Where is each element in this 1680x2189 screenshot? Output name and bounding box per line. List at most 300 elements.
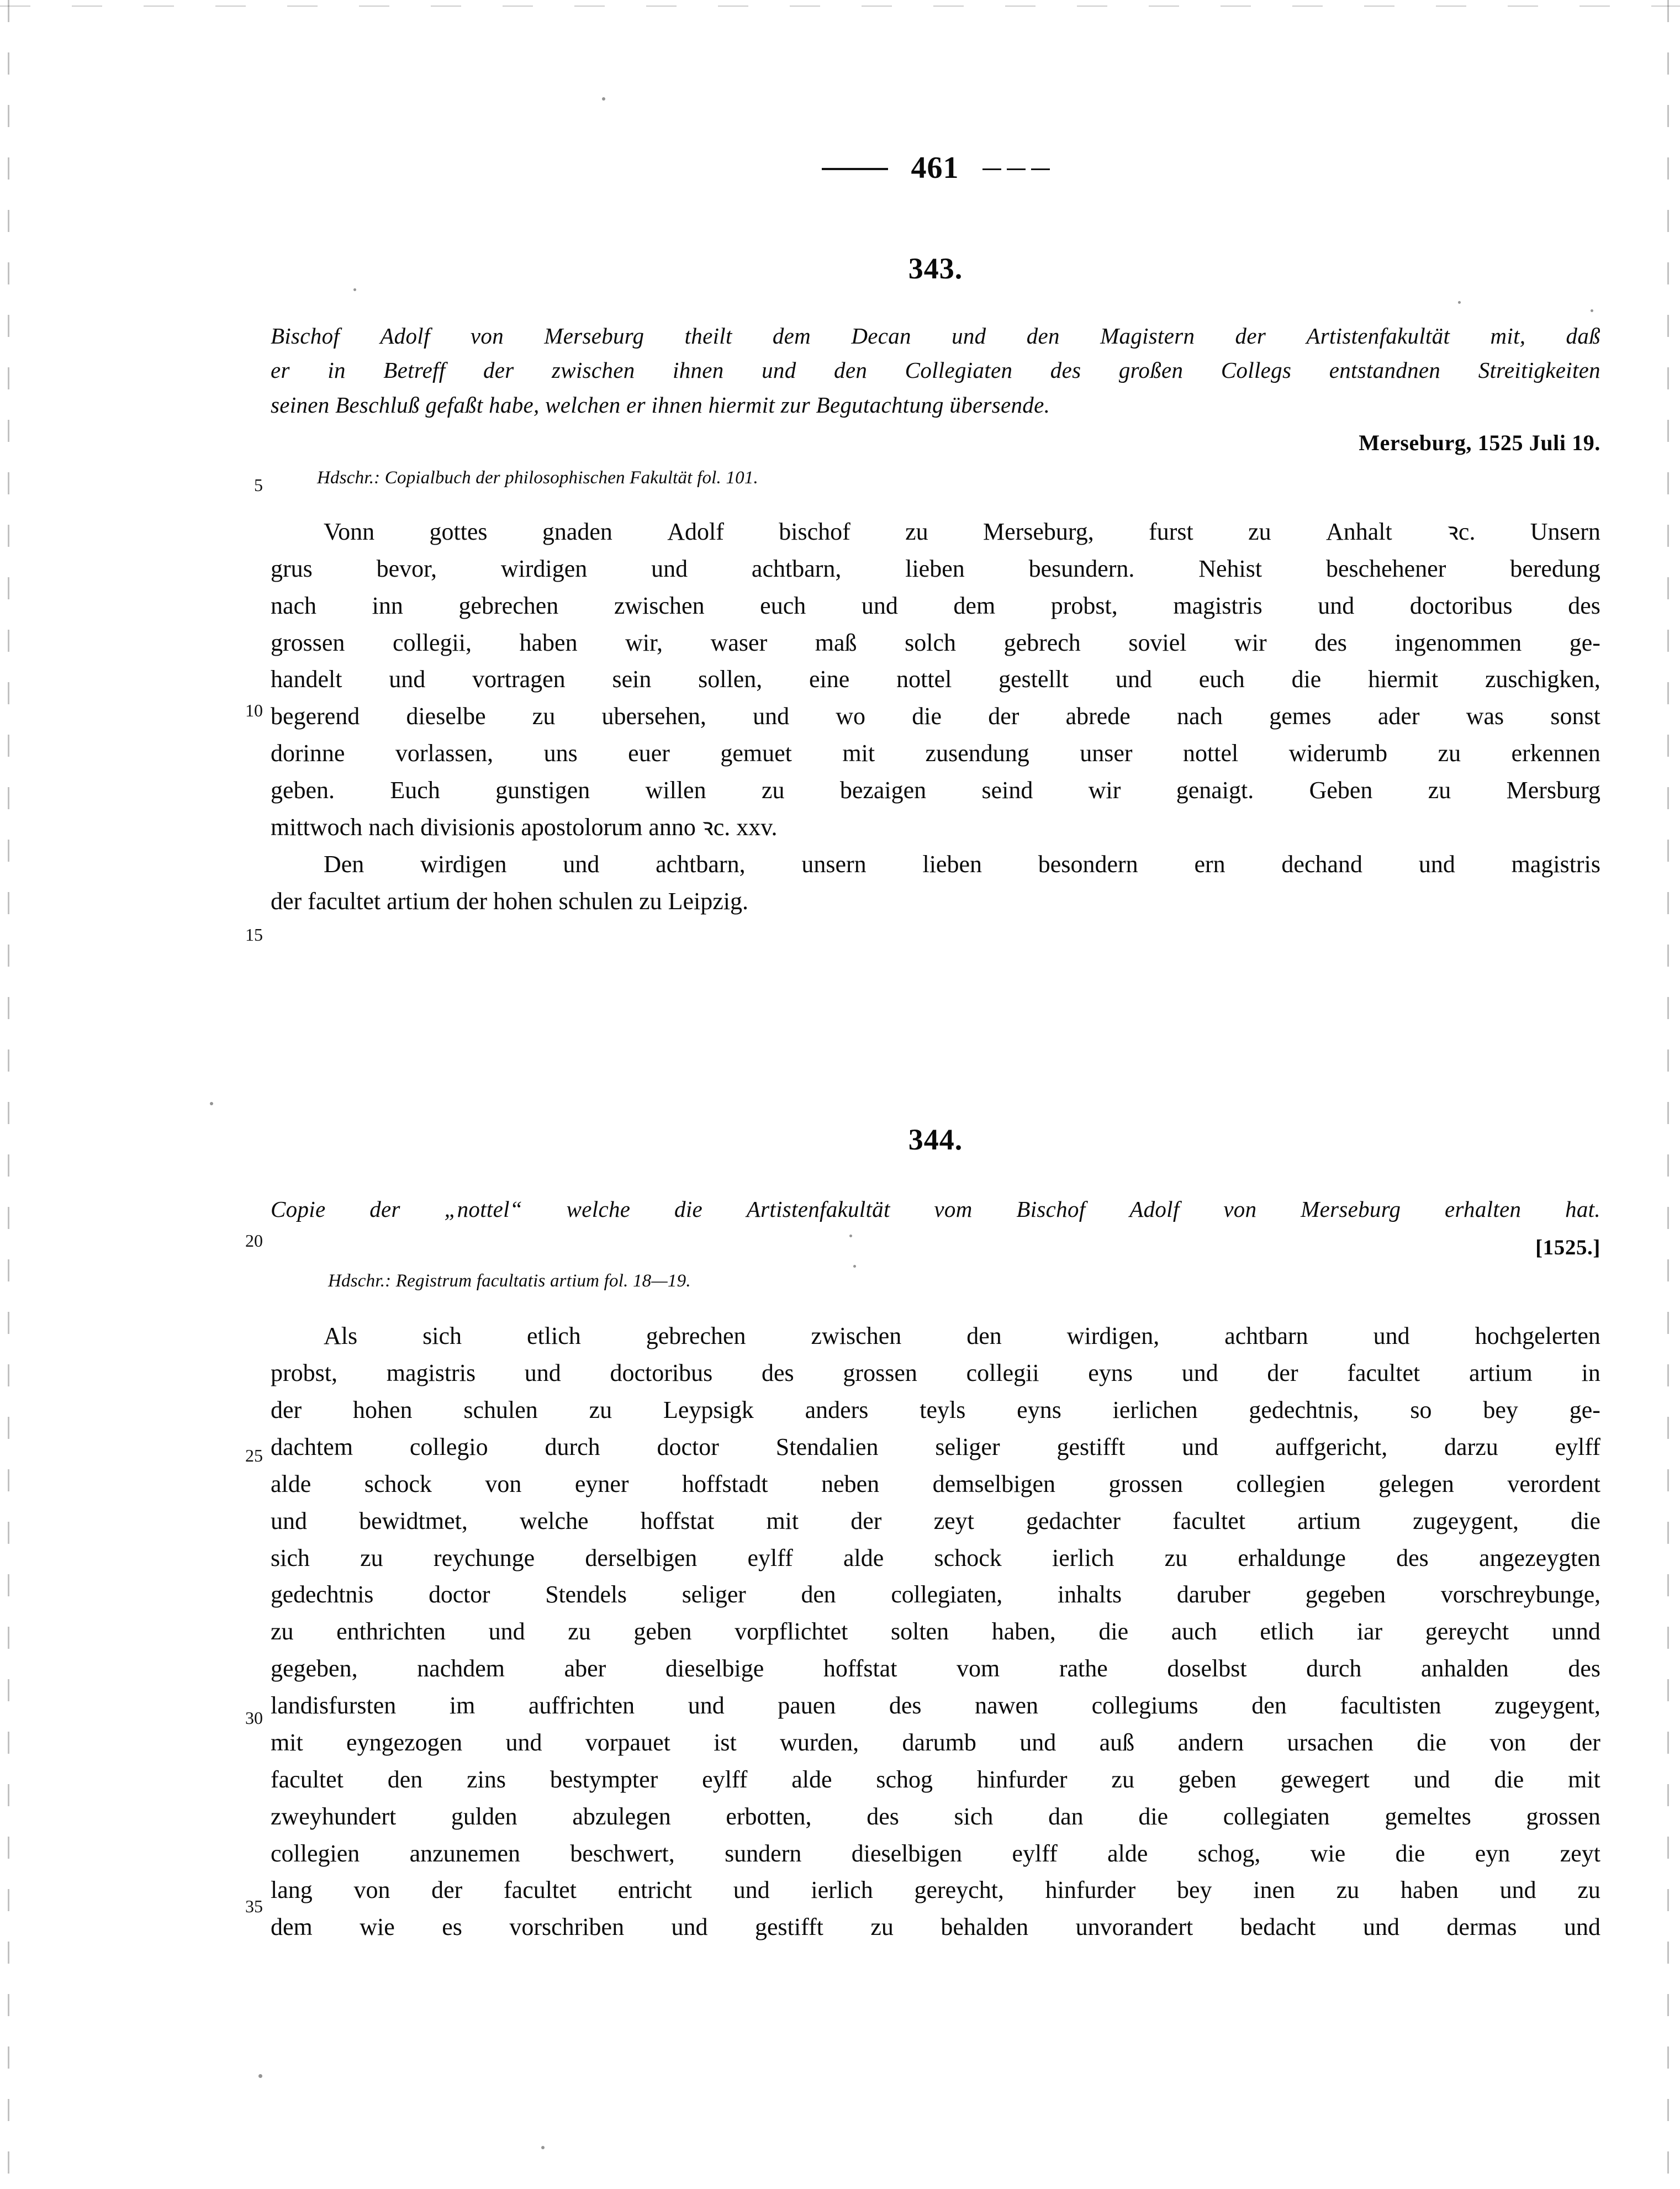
word: zu <box>589 1396 612 1424</box>
word: eylff <box>747 1544 793 1571</box>
body-line <box>271 1909 1600 1946</box>
word: von <box>1489 1728 1526 1756</box>
regest-line <box>271 388 1600 422</box>
word: Vonn <box>324 518 375 545</box>
word: abzulegen <box>572 1802 671 1830</box>
word: haben <box>1400 1876 1459 1904</box>
word: zusendung <box>925 740 1029 767</box>
word: geben. <box>271 777 335 804</box>
word: sollen, <box>698 666 763 693</box>
word: Merseburg <box>1301 1196 1401 1222</box>
word: Adolf <box>380 323 430 349</box>
word: Copie <box>271 1196 326 1222</box>
word: grossen <box>1108 1470 1183 1497</box>
word: solch <box>905 629 956 656</box>
word: und <box>488 1618 525 1645</box>
word: zeyt <box>933 1507 974 1534</box>
word: grossen <box>843 1359 917 1387</box>
word: wie <box>1310 1839 1346 1867</box>
word: von <box>470 323 504 349</box>
regest-line <box>271 319 1600 353</box>
word: schog, <box>1197 1839 1261 1867</box>
word: und <box>1413 1765 1450 1793</box>
word: den <box>387 1765 423 1793</box>
word: angezeygten <box>1479 1544 1600 1571</box>
word: dieselbigen <box>851 1839 963 1867</box>
word: Mersburg <box>1506 777 1600 804</box>
word: er <box>271 357 290 383</box>
word: geben <box>1178 1765 1237 1793</box>
word: magistris <box>386 1359 476 1387</box>
word: darzu <box>1444 1433 1498 1460</box>
word: dorinne <box>271 740 345 767</box>
word: gottes <box>429 518 488 545</box>
word: zu <box>761 777 785 804</box>
word: was <box>1466 703 1504 730</box>
word: rathe <box>1059 1655 1108 1682</box>
body-line <box>271 1576 1600 1613</box>
word: landisfursten <box>271 1692 397 1719</box>
word: in <box>327 357 346 383</box>
line-number-marker: 5 <box>254 475 263 495</box>
word: gereycht <box>1425 1618 1509 1645</box>
word: und <box>671 1913 708 1941</box>
word: gegeben, <box>271 1655 358 1682</box>
word: in <box>1581 1359 1600 1387</box>
body-line <box>271 1429 1600 1466</box>
word: wir, <box>625 629 663 656</box>
word: gestellt <box>999 666 1069 693</box>
word: furst <box>1149 518 1193 545</box>
word: gebrechen <box>458 592 559 619</box>
word: uns <box>543 740 578 767</box>
word: gebrech <box>1003 629 1081 656</box>
word: seliger <box>681 1581 746 1608</box>
word: Adolf <box>1129 1196 1180 1222</box>
word: der <box>369 1196 400 1222</box>
word: abrede <box>1065 703 1130 730</box>
word: zwischen <box>614 592 705 619</box>
word: zu <box>568 1618 591 1645</box>
word: hiermit <box>1368 666 1439 693</box>
word: ursachen <box>1287 1728 1373 1756</box>
word: bezaigen <box>839 777 927 804</box>
word: besundern. <box>1028 555 1135 582</box>
word: ingenommen <box>1394 629 1522 656</box>
word: lieben <box>922 850 982 878</box>
word: artium <box>1469 1359 1533 1387</box>
word: gemeltes <box>1385 1802 1471 1830</box>
word: der <box>1235 323 1266 349</box>
document-344-body <box>271 1318 1600 1946</box>
word: grossen <box>1526 1802 1600 1830</box>
word: Stendalien <box>775 1433 879 1460</box>
scan-speck <box>602 97 605 101</box>
word: gemuet <box>720 740 792 767</box>
word: mit, <box>1490 323 1526 349</box>
word: facultet <box>1172 1507 1246 1534</box>
document-343 <box>271 251 1600 920</box>
word: und <box>1362 1913 1399 1941</box>
word: theilt <box>684 323 732 349</box>
word: eyn <box>1475 1839 1510 1867</box>
word: bestympter <box>550 1765 658 1793</box>
body-line <box>271 1318 1600 1355</box>
word: schock <box>934 1544 1002 1571</box>
word: nach <box>1177 703 1223 730</box>
word: euch <box>1198 666 1245 693</box>
word: die <box>1098 1618 1129 1645</box>
body-line <box>271 1540 1600 1577</box>
word: erhaldunge <box>1238 1544 1346 1571</box>
word: zu <box>1248 518 1271 545</box>
word: gulden <box>451 1802 517 1830</box>
word: euch <box>760 592 806 619</box>
body-line <box>271 1761 1600 1798</box>
word: schog <box>876 1765 933 1793</box>
word: ubersehen, <box>601 703 706 730</box>
word: und <box>1019 1728 1056 1756</box>
line-number-marker: 15 <box>245 925 263 945</box>
word: zu <box>271 1618 294 1645</box>
word: gnaden <box>542 518 612 545</box>
running-head <box>271 151 1600 185</box>
scan-speck <box>210 1102 213 1105</box>
word: gewegert <box>1280 1765 1370 1793</box>
word: bedacht <box>1240 1913 1316 1941</box>
word: doselbst <box>1167 1655 1247 1682</box>
word: und <box>271 1507 307 1534</box>
word: gedechtnis <box>271 1581 374 1608</box>
word: eylff <box>1012 1839 1058 1867</box>
word: bevor, <box>376 555 437 582</box>
word: besondern <box>1038 850 1138 878</box>
word: wir <box>1234 629 1267 656</box>
word: zu <box>1428 777 1451 804</box>
document-number-343: 343. <box>908 252 963 285</box>
word: nottel <box>896 666 952 693</box>
word: etlich <box>1260 1618 1314 1645</box>
word: und <box>389 666 426 693</box>
word: hat. <box>1565 1196 1600 1222</box>
word: doctor <box>429 1581 490 1608</box>
word: des <box>1314 629 1347 656</box>
word: vorpauet <box>585 1728 670 1756</box>
word: beschwert, <box>570 1839 675 1867</box>
word: collegiaten, <box>891 1581 1003 1608</box>
word: mit <box>842 740 875 767</box>
word: doctoribus <box>610 1359 713 1387</box>
word: der <box>850 1507 882 1534</box>
word: zugeygent, <box>1413 1507 1519 1534</box>
word: zwischen <box>552 357 635 383</box>
word: Merseburg, <box>982 518 1094 545</box>
word: unnd <box>1551 1618 1600 1645</box>
word: zu <box>905 518 928 545</box>
word: die <box>1395 1839 1425 1867</box>
body-line-text: mittwoch nach divisionis apostolorum anno ꝛc. xxv. <box>271 813 778 841</box>
word: von <box>485 1470 522 1497</box>
word: ierlich <box>1052 1544 1114 1571</box>
word: Collegs <box>1221 357 1292 383</box>
word: achtbarn, <box>656 850 746 878</box>
body-line <box>271 772 1600 809</box>
word: sein <box>612 666 652 693</box>
word: den <box>834 357 868 383</box>
body-line-text: der facultet artium der hohen schulen zu Leipzig. <box>271 887 748 915</box>
word: gegeben <box>1305 1581 1386 1608</box>
word: den <box>966 1322 1002 1350</box>
word: die <box>1417 1728 1447 1756</box>
rule-right-icon <box>982 168 1050 170</box>
line-number-marker: 30 <box>245 1708 263 1728</box>
word: sonst <box>1550 703 1600 730</box>
word: dan <box>1048 1802 1084 1830</box>
body-line <box>271 1466 1600 1503</box>
body-line <box>271 809 1600 846</box>
word: lang <box>271 1876 313 1904</box>
word: zu <box>1336 1876 1360 1904</box>
word: etlich <box>527 1322 581 1350</box>
word: doctoribus <box>1409 592 1513 619</box>
body-line <box>271 1650 1600 1687</box>
word: Den <box>324 850 364 878</box>
word: magistris <box>1173 592 1262 619</box>
word: euer <box>628 740 670 767</box>
word: nach <box>271 592 317 619</box>
body-line <box>271 1355 1600 1392</box>
word: der <box>1267 1359 1298 1387</box>
word: der <box>1569 1728 1600 1756</box>
word: ern <box>1194 850 1225 878</box>
word: und <box>505 1728 542 1756</box>
word: zeyt <box>1560 1839 1600 1867</box>
word: zu <box>1438 740 1461 767</box>
word: unsern <box>801 850 867 878</box>
word: dermas <box>1446 1913 1517 1941</box>
word: teyls <box>920 1396 966 1424</box>
word: der <box>988 703 1019 730</box>
word: Euch <box>390 777 440 804</box>
word: Decan <box>851 323 911 349</box>
word: grus <box>271 555 313 582</box>
word: gebrechen <box>646 1322 746 1350</box>
word: und <box>1115 666 1152 693</box>
word: probst, <box>271 1359 337 1387</box>
word: verordent <box>1507 1470 1600 1497</box>
body-line <box>271 846 1600 883</box>
word: inhalts <box>1057 1581 1122 1608</box>
word: andern <box>1177 1728 1244 1756</box>
body-line <box>271 625 1600 662</box>
body-line <box>271 1798 1600 1835</box>
word: und <box>753 703 790 730</box>
word: zweyhundert <box>271 1802 397 1830</box>
word: und <box>861 592 898 619</box>
word: ist <box>714 1728 737 1756</box>
document-number-344: 344. <box>908 1123 963 1156</box>
word: wurden, <box>780 1728 859 1756</box>
word: probst, <box>1050 592 1118 619</box>
document-343-dateline: Merseburg, 1525 Juli 19. <box>1359 430 1600 455</box>
word: ierlich <box>811 1876 873 1904</box>
scan-speck <box>258 2074 262 2078</box>
scan-speck <box>541 2146 545 2149</box>
body-line <box>271 1872 1600 1909</box>
word: des <box>1396 1544 1429 1571</box>
word: enthrichten <box>336 1618 446 1645</box>
word: hinfurder <box>976 1765 1068 1793</box>
word: gemes <box>1269 703 1332 730</box>
word: demselbigen <box>932 1470 1055 1497</box>
body-line <box>271 883 1600 920</box>
body-line <box>271 735 1600 772</box>
word: anhalden <box>1420 1655 1509 1682</box>
word: ge- <box>1569 1396 1600 1424</box>
word: den <box>801 1581 836 1608</box>
word: der <box>271 1396 302 1424</box>
word: entstandnen <box>1329 357 1441 383</box>
word: bewidtmet, <box>359 1507 468 1534</box>
word: hinfurder <box>1045 1876 1136 1904</box>
word: nottel <box>1183 740 1239 767</box>
word: ihnen <box>673 357 724 383</box>
word: dieselbe <box>406 703 486 730</box>
word: des <box>867 1802 899 1830</box>
word: gereycht, <box>914 1876 1004 1904</box>
word: mit <box>766 1507 799 1534</box>
word: wo <box>836 703 866 730</box>
word: widerumb <box>1288 740 1388 767</box>
word: facultet <box>271 1765 344 1793</box>
word: zu <box>1111 1765 1134 1793</box>
regest-line <box>271 353 1600 387</box>
word: auffrichten <box>528 1692 635 1719</box>
word: waser <box>710 629 768 656</box>
word: Unsern <box>1530 518 1600 545</box>
word: bey <box>1483 1396 1518 1424</box>
word: des <box>1050 357 1081 383</box>
word: gestifft <box>1056 1433 1126 1460</box>
word: haben <box>519 629 578 656</box>
word: vorpflichtet <box>735 1618 848 1645</box>
word: zu <box>870 1913 894 1941</box>
word: gedachter <box>1026 1507 1121 1534</box>
word: dem <box>772 323 811 349</box>
word: und <box>762 357 796 383</box>
word: mit <box>271 1728 303 1756</box>
word: dem <box>271 1913 313 1941</box>
word: Artistenfakultät <box>746 1196 890 1222</box>
word: sich <box>954 1802 994 1830</box>
word: haben, <box>991 1618 1056 1645</box>
word: wirdigen <box>500 555 588 582</box>
word: vom <box>934 1196 973 1222</box>
word: und <box>563 850 600 878</box>
word: ierlichen <box>1112 1396 1198 1424</box>
document-343-regest <box>271 319 1600 422</box>
word: gunstigen <box>495 777 590 804</box>
word: hochgelerten <box>1475 1322 1600 1350</box>
word: lieben <box>905 555 965 582</box>
word: ꝛc. <box>1447 518 1476 545</box>
body-line <box>271 661 1600 698</box>
word: von <box>353 1876 390 1904</box>
word: zugeygent, <box>1494 1692 1600 1719</box>
word: Als <box>324 1322 358 1350</box>
word: gedechtnis, <box>1249 1396 1359 1424</box>
word: hoffstadt <box>682 1470 768 1497</box>
word: dechand <box>1281 850 1363 878</box>
word: vom <box>957 1655 1000 1682</box>
word: die <box>674 1196 703 1222</box>
word: darumb <box>902 1728 976 1756</box>
scan-left-edge-artifact <box>8 0 9 2189</box>
word: seliger <box>935 1433 1000 1460</box>
word: artium <box>1297 1507 1361 1534</box>
word: facultet <box>504 1876 577 1904</box>
word: handelt <box>271 666 342 693</box>
word: entricht <box>617 1876 693 1904</box>
word: und <box>688 1692 725 1719</box>
word: bischof <box>779 518 850 545</box>
word: grossen <box>271 629 345 656</box>
word: hoffstat <box>823 1655 897 1682</box>
word: Bischof <box>1016 1196 1086 1222</box>
body-line <box>271 588 1600 625</box>
word: ader <box>1377 703 1420 730</box>
word: den <box>1026 323 1060 349</box>
word: welche <box>566 1196 631 1222</box>
body-line <box>271 1613 1600 1650</box>
word: und <box>1182 1433 1219 1460</box>
word: erkennen <box>1511 740 1600 767</box>
word: die <box>1291 666 1322 693</box>
word: bey <box>1177 1876 1212 1904</box>
word: gelegen <box>1378 1470 1454 1497</box>
word: vorlassen, <box>395 740 494 767</box>
word: und <box>1499 1876 1536 1904</box>
word: Collegiaten <box>905 357 1013 383</box>
word: solten <box>890 1618 949 1645</box>
word: und <box>1418 850 1455 878</box>
word: Streitigkeiten <box>1478 357 1600 383</box>
word: so <box>1410 1396 1432 1424</box>
word: sich <box>271 1544 310 1571</box>
word: beschehener <box>1325 555 1446 582</box>
word: reychunge <box>433 1544 535 1571</box>
word: Betreff <box>383 357 446 383</box>
word: ge- <box>1569 629 1600 656</box>
word: maß <box>815 629 857 656</box>
regest-line-text: seinen Beschluß gefaßt habe, welchen er ihnen hiermit zur Begutachtung übersende. <box>271 392 1050 418</box>
word: und <box>1373 1322 1410 1350</box>
word: anzunemen <box>409 1839 520 1867</box>
word: dachtem <box>271 1433 353 1460</box>
word: erbotten, <box>726 1802 812 1830</box>
word: auffgericht, <box>1275 1433 1388 1460</box>
word: begerend <box>271 703 360 730</box>
word: auß <box>1099 1728 1135 1756</box>
word: alde <box>1107 1839 1148 1867</box>
word: der <box>483 357 514 383</box>
word: und <box>1563 1913 1600 1941</box>
word: vortragen <box>472 666 566 693</box>
word: achtbarn, <box>751 555 842 582</box>
word: inen <box>1253 1876 1296 1904</box>
word: schulen <box>463 1396 538 1424</box>
word: daß <box>1566 323 1600 349</box>
